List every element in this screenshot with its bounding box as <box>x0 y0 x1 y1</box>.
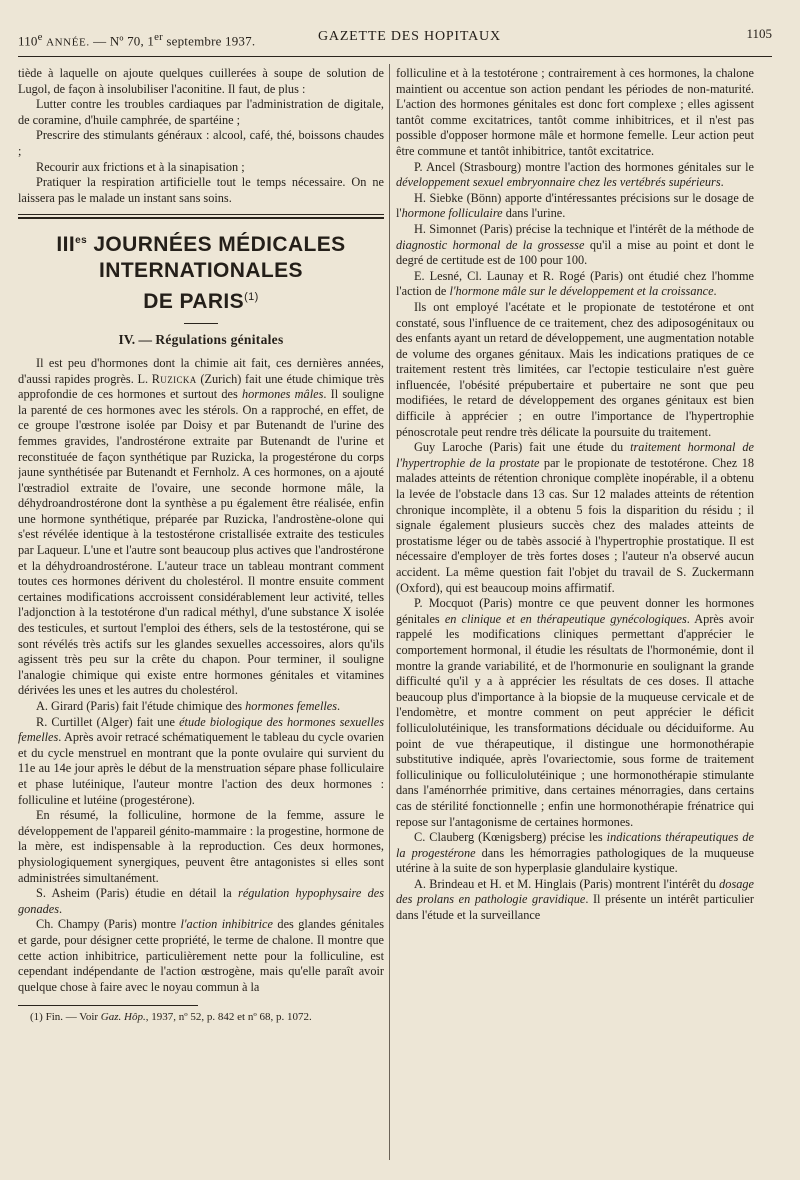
paragraph: S. Asheim (Paris) étudie en détail la régulation hypophysaire des gonades. <box>18 886 384 916</box>
paragraph: H. Simonnet (Paris) précise la technique et l'intérêt de la méthode de diagnostic hormonal de la grossesse qu'il a mise au point et dont le degré de certitude est de 100 pour 100. <box>396 221 754 268</box>
section-title <box>18 228 384 315</box>
paragraph: A. Brindeau et H. et M. Hinglais (Paris) montrent l'intérêt du dosage des prolans en pathologie gravidique. Il présente un intérêt particulier dans l'étude et la surveillance <box>396 876 754 923</box>
paragraph: H. Siebke (Bönn) apporte d'intéressantes précisions sur le dosage de l'hormone folliculaire dans l'urine. <box>396 190 754 221</box>
paragraph: folliculine et à la testotérone ; contrairement à ces hormones, la chalone maintient ou accentue son action pendant les périodes de non-maturité. L'action des hormones génitales est donc fort complexe ; elles agissent tantôt comme excitatrices, tantôt comme inhibitrices, et il n'est pas possible d'opposer hormone mâle et hormone femelle. Leur action peut être commune et tantôt inhibitrice, tantôt excitatrice. <box>396 66 754 158</box>
sub-title <box>18 332 384 348</box>
paragraph: P. Mocquot (Paris) montre ce que peuvent donner les hormones génitales en clinique et en thérapeutique gynécologiques. Après avoir rappelé les modifications cliniques permettant d'apprécier le comportement hormonal, il étudie les résultats de l'hormonémie, dont il montre la grande variabilité, et de l'hormonurie en soulignant la grande difficulté qu'il y a à apprécier les résultats de ces doses. Il attache beaucoup plus d'importance à la biopsie de la muqueuse cervicale et de l'endomètre, et montre comment on peut apprécier le déficit folliculolutéinique, les transformations déciduale ou déciduiforme. Au point de vue thérapeutique, il distingue une hormonothérapie substitutive indiquée, après l'ovariectomie, sous forme de traitement folliculinique ou folliculolutéinique ; une hormonothérapie stimulante dans l'aménorrhée primitive, dans certaines ménorragies, dans certains cas de stérilité fonctionnelle ; enfin une hormonothérapie frénatrice qui repose sur l'antagonisme de certaines hormones. <box>396 596 754 829</box>
volume-number: 110 <box>18 33 38 49</box>
running-header <box>18 26 772 52</box>
issue-sup: er <box>154 31 163 43</box>
paragraph: Ch. Champy (Paris) montre l'action inhibitrice des glandes génitales et garde, pour désigner cette propriété, le terme de chalone. Il montre que cette action inhibitrice, particulièrement nette pour la folliculine, est cependant indépendante de l'action œstrogène, mais qu'elle paraît avoir quelque chose à faire avec le noyau commun à la <box>18 917 384 994</box>
title-footnote-ref: (1) <box>244 291 259 304</box>
paragraph: Il est peu d'hormones dont la chimie ait fait, ces dernières années, d'aussi rapides progrès. L. Ruzicka (Zurich) fait une étude chimique très approfondie de ces hormones et surtout des hormones mâles. Il souligne la parenté de ces hormones avec les stérols. On a rapproché, en effet, de ce groupe l'œstrone isolée par Doisy et par Butenandt de l'urine des femmes gravides, l'androstérone extraite par Butenandt de l'urine et reconstituée de façon synthétique par Ruzicka, la progestérone du corps jaune synthétisée par Butenandt et Fernholz. A ces hormones, on a ajouté l'œstradiol extraite de l'ovaire, une seconde hormone mâle, la déhydroandrostérone dont la synthèse a pu également être réalisée, enfin une hormone synthétique, préparée par Ruzicka, l'androstène-olone qui s'est révélée identique à la testostérone cristallisée extraite des testicules par Laqueur. L'une et l'autre sont beaucoup plus actives que l'androstérone et la déhydroandrostérone. L'auteur trace un tableau montrant comment toutes ces hormones dérivent du cholestérol. Il montre ensuite comment certaines modifications accroissent considérablement leur activité, telles l'adjonction à la testotérone d'un radical méthyl, d'une substance X isolée des testicules, et surtout l'emploi des éthers, sels de la testostérone, qui se sont révélés très actifs sur les glandes sexuelles accessoires, alors qu'ils agissent très peu sur la crête du chapon. Pour terminer, il souligne l'analogie chimique qui existe entre hormones génitales et vitamines dérivées les unes et les autres du cholestérol. <box>18 355 384 698</box>
author-name: Ruzicka <box>151 371 197 386</box>
title-city: DE PARIS <box>143 290 245 314</box>
paragraph: C. Clauberg (Kœnigsberg) précise les indications thérapeutiques de la progestérone dans les hémorragies pathologiques de la muqueuse utérine à la suite de son hyperplasie glandulaire kystique. <box>396 830 754 876</box>
issue-line <box>18 31 255 49</box>
intro-paragraph: Prescrire des stimulants généraux : alcool, café, thé, boissons chaudes ; <box>18 128 384 158</box>
journal-title: GAZETTE DES HOPITAUX <box>318 29 501 44</box>
title-main: JOURNÉES MÉDICALES INTERNATIONALES <box>87 233 346 283</box>
title-rule <box>184 323 218 324</box>
title-roman: III <box>56 233 76 257</box>
paragraph: P. Ancel (Strasbourg) montre l'action des hormones génitales sur le développement sexuel embryonnaire chez les vertébrés supérieurs. <box>396 159 754 190</box>
intro-paragraph: Lutter contre les troubles cardiaques par l'administration de digitale, de coramine, d'huile camphrée, de spartéine ; <box>18 97 384 127</box>
paragraph: Guy Laroche (Paris) fait une étude du traitement hormonal de l'hypertrophie de la prostate par le propionate de testotérone. Chez 18 malades atteints de rétention chronique complète inopérable, il a obtenu la levée de l'obstacle dans 13 cas. Sur 12 malades atteints de rétention chronique incomplète, il a obtenu 5 fois la disparition du résidu ; il signale également plusieurs succès chez des malades atteints de prostatisme léger ou de tabès associé à l'hypertrophie prostatique. Il est nécessaire d'employer de très fortes doses ; l'auteur n'a observé aucun accident. La même question fait l'objet du travail de S. Zuckermann (Oxford), qui est beaucoup moins affirmatif. <box>396 440 754 595</box>
paragraph: En résumé, la folliculine, hormone de la femme, assure le développement de l'appareil génito-mammaire : la progestine, hormone de la mère, est indispensable à la reproduction. Ces deux hormones, physiologiquement synergiques, peuvent être antagonistes si elles sont administrées simultanément. <box>18 808 384 885</box>
issue-date: septembre 1937. <box>162 33 256 49</box>
annee-label: ANNÉE. <box>46 36 90 49</box>
title-sup: es <box>75 235 88 247</box>
header-rule <box>18 56 772 57</box>
paragraph: Ils ont employé l'acétate et le propionate de testotérone et ont constaté, sous l'influence de ce traitement, chez des adiposogénitaux ou des enfants ayant un retard de développement, une augmentation notable de volume des organes génitaux. Mais les indications pratiques de ce traitement restent très limitées, car l'ectopie testiculaire n'est guère influencée, l'obésité prépubertaire et pubertaire ne sont que peu modifiées, le retard de développement des organes génitaux est bien difficile à apprécier ; en outre l'importance de l'hypertrophie pénoscrotale peut rendre très délicate la poursuite du traitement. <box>396 299 754 439</box>
volume-sup: e <box>37 31 43 43</box>
right-column <box>396 66 754 1156</box>
intro-paragraph: Pratiquer la respiration artificielle tout le temps nécessaire. On ne laissera pas le malade un instant sans soins. <box>18 175 384 205</box>
paragraph: R. Curtillet (Alger) fait une étude biologique des hormones sexuelles femelles. Après avoir retracé schématiquement le tableau du cycle ovarien et du cycle menstruel en montrant que la ponte ovulaire qui survient du 11e au 14e jour après le début de la menstruation sépare phase folliculaire et phase lutéinique, l'auteur montre l'action des deux hormones : folliculine et lutéine (progestérone). <box>18 714 384 807</box>
intro-paragraph: tiède à laquelle on ajoute quelques cuillerées à soupe de solution de Lugol, de façon à insolubiliser l'aconitine. Il faut, de plus : <box>18 66 384 96</box>
footnote: (1) Fin. — Voir Gaz. Hôp., 1937, nº 52, p. 842 et nº 68, p. 1072. <box>30 1011 312 1024</box>
section-rule <box>18 214 384 219</box>
sub-title-number: IV. — <box>118 332 156 348</box>
paragraph: A. Girard (Paris) fait l'étude chimique des hormones femelles. <box>36 699 341 713</box>
column-divider <box>389 64 390 1160</box>
sub-title-label: Régulations génitales <box>155 332 284 348</box>
issue-number: — Nº 70, 1 <box>89 33 155 49</box>
paragraph: E. Lesné, Cl. Launay et R. Rogé (Paris) ont étudié chez l'homme l'action de l'hormone mâle sur le développement et la croissance. <box>396 268 754 299</box>
page-number: 1105 <box>746 26 772 41</box>
left-column <box>18 66 384 1146</box>
intro-paragraph: Recourir aux frictions et à la sinapisation ; <box>36 159 245 174</box>
